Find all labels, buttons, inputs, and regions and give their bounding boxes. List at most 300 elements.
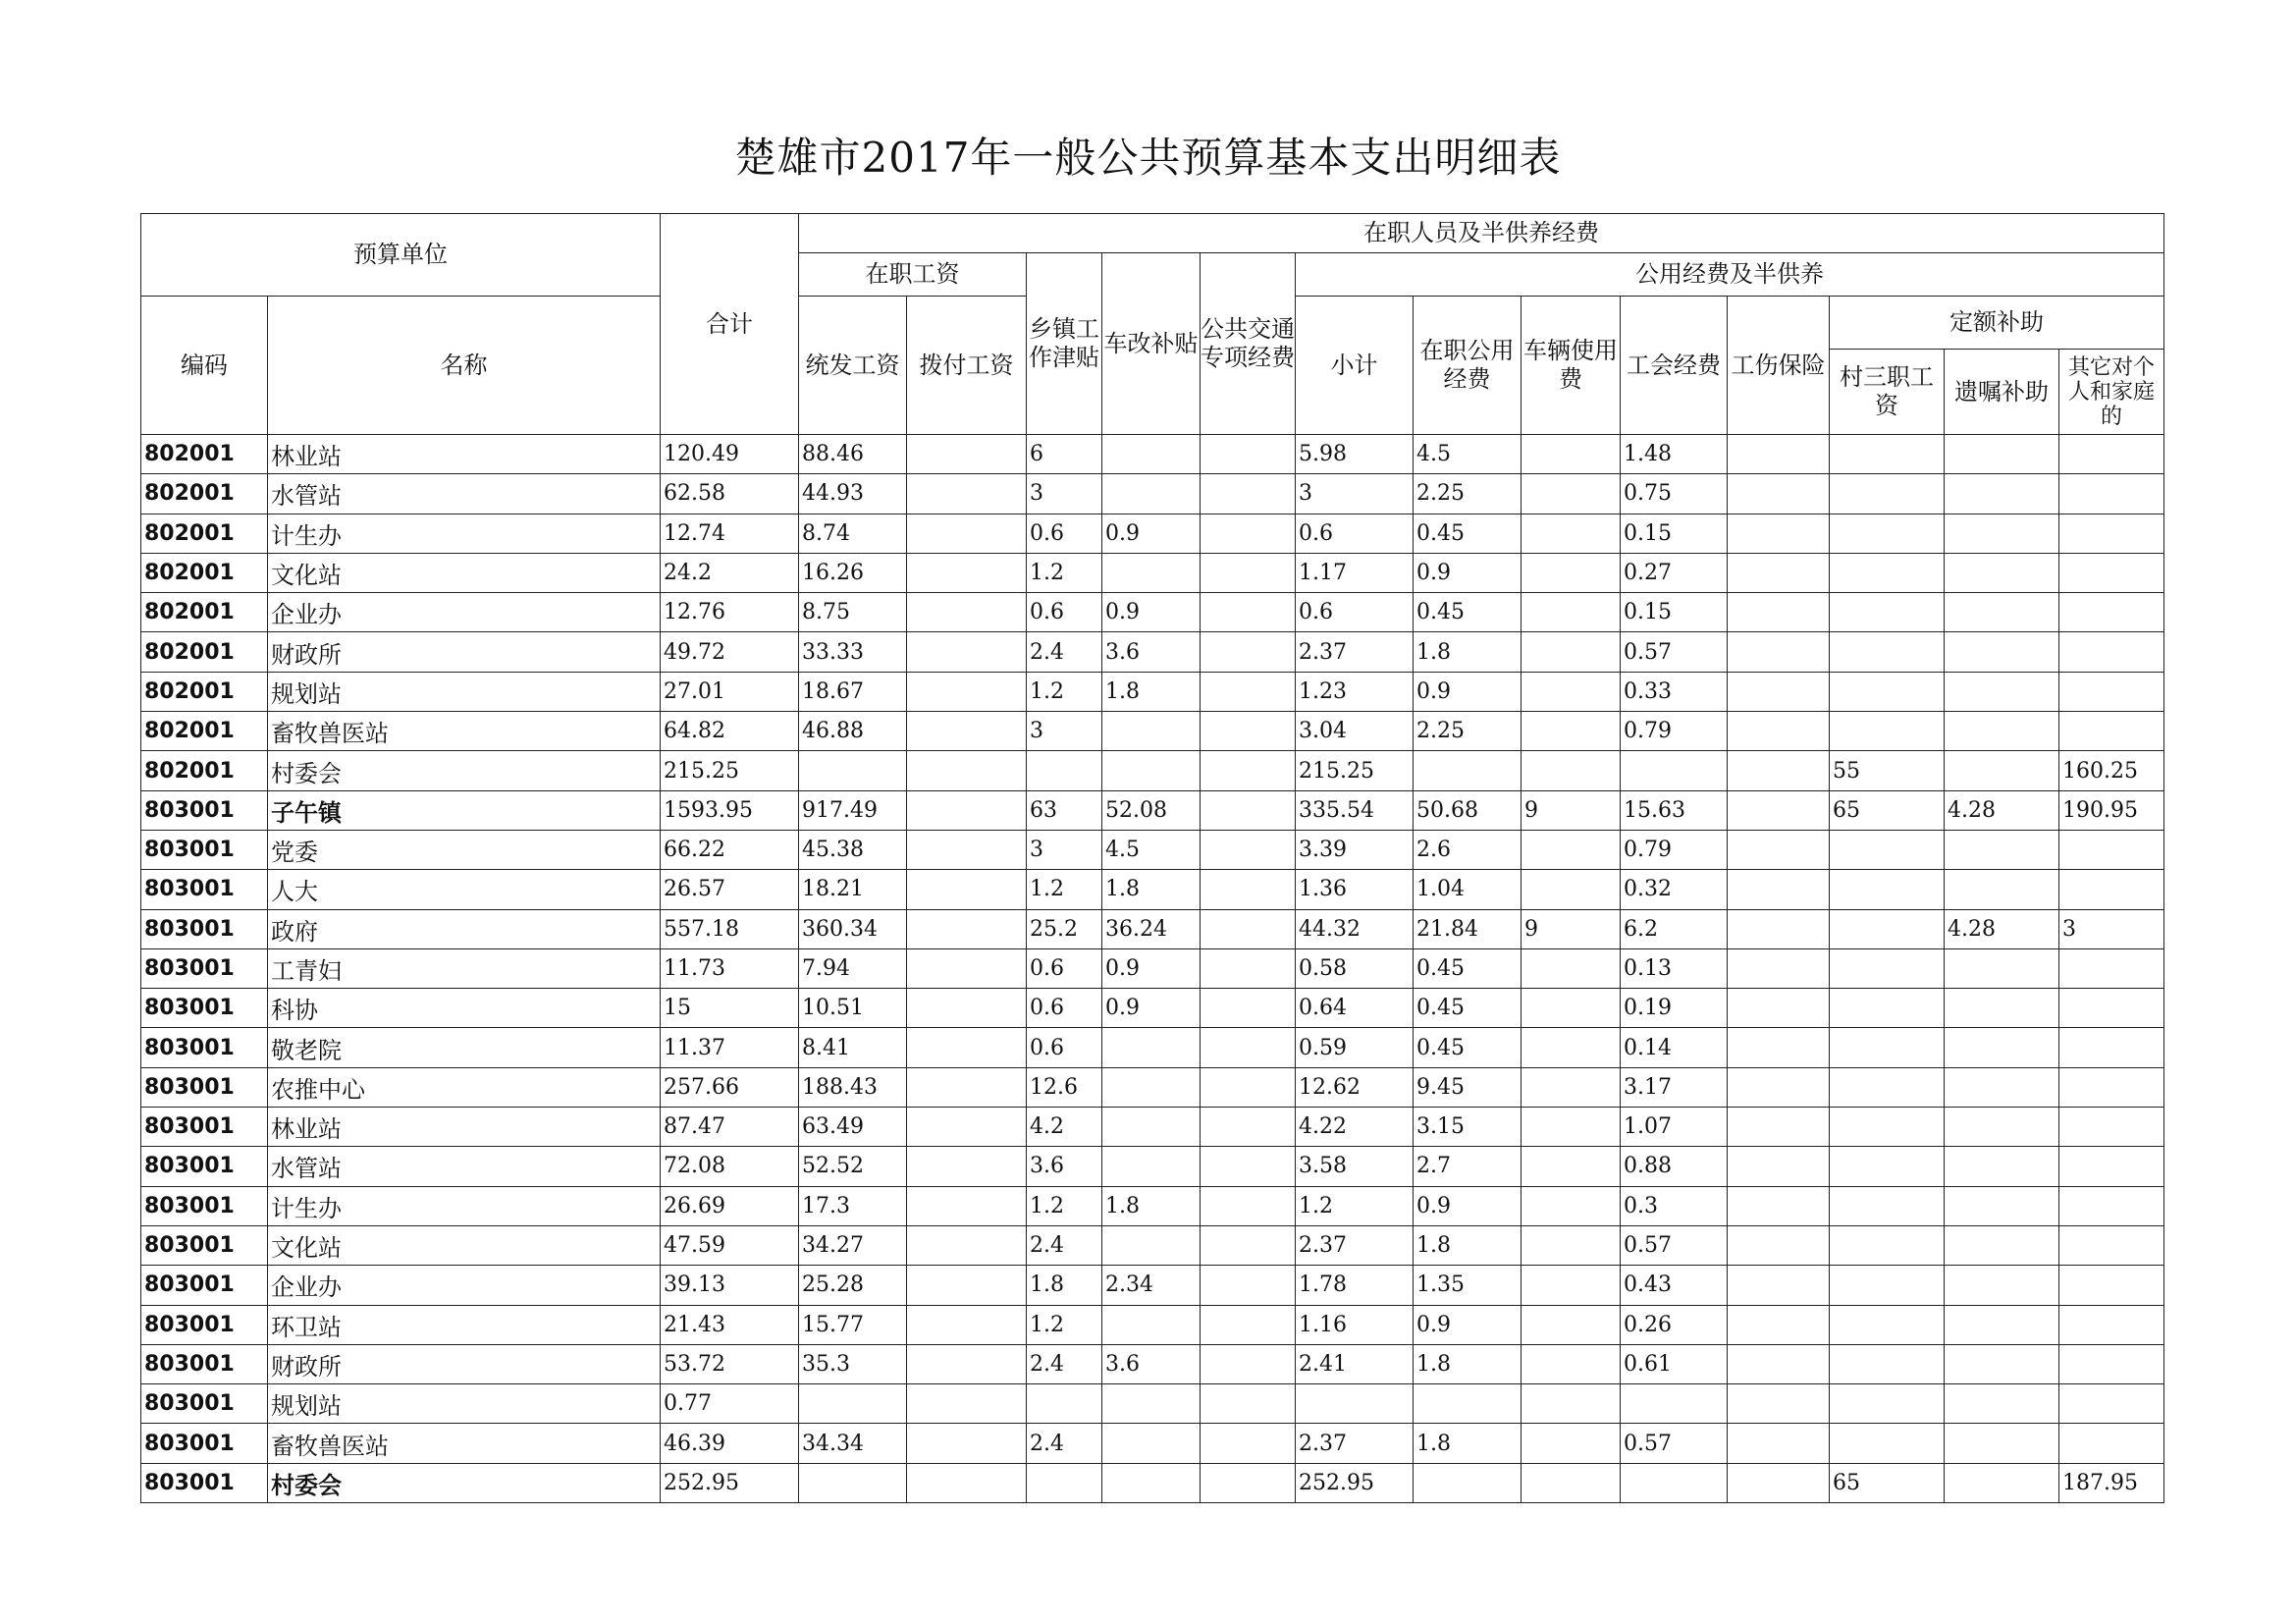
total-cell: 557.18 xyxy=(661,909,799,948)
name-cell: 子午镇 xyxy=(268,790,661,830)
will-subsidy-cell xyxy=(1945,1028,2059,1067)
transport-fund-cell xyxy=(1201,632,1296,672)
union-fund-cell: 0.61 xyxy=(1621,1344,1728,1383)
vehicle-use-cell xyxy=(1522,435,1621,474)
table-row xyxy=(141,790,2164,830)
transport-fund-cell xyxy=(1201,1108,1296,1147)
unified-salary-cell xyxy=(799,751,907,790)
other-family-cell xyxy=(2059,870,2164,909)
code-cell: 802001 xyxy=(141,474,268,514)
vehicle-reform-cell xyxy=(1102,1028,1201,1067)
transport-fund-cell xyxy=(1201,948,1296,988)
township-allowance-cell: 3.6 xyxy=(1027,1147,1102,1186)
subtotal-cell: 1.23 xyxy=(1296,672,1414,711)
staff-public-cell: 4.5 xyxy=(1414,435,1522,474)
transport-fund-cell xyxy=(1201,751,1296,790)
total-cell: 87.47 xyxy=(661,1108,799,1147)
allocated-salary-cell xyxy=(907,553,1027,592)
code-cell: 803001 xyxy=(141,1305,268,1344)
table-row xyxy=(141,672,2164,711)
code-cell: 803001 xyxy=(141,1424,268,1463)
transport-fund-cell xyxy=(1201,830,1296,869)
table-row xyxy=(141,1384,2164,1424)
vehicle-use-cell: 9 xyxy=(1522,790,1621,830)
allocated-salary-cell xyxy=(907,909,1027,948)
total-cell: 1593.95 xyxy=(661,790,799,830)
code-cell: 803001 xyxy=(141,948,268,988)
other-family-cell xyxy=(2059,1186,2164,1225)
injury-insurance-cell xyxy=(1728,1225,1830,1265)
injury-insurance-cell xyxy=(1728,1147,1830,1186)
unified-salary-cell: 8.74 xyxy=(799,514,907,553)
allocated-salary-cell xyxy=(907,632,1027,672)
union-fund-cell: 0.26 xyxy=(1621,1305,1728,1344)
name-cell: 畜牧兽医站 xyxy=(268,712,661,751)
subtotal-cell: 3.58 xyxy=(1296,1147,1414,1186)
table-row xyxy=(141,948,2164,988)
allocated-salary-cell xyxy=(907,948,1027,988)
total-cell: 12.74 xyxy=(661,514,799,553)
name-cell: 规划站 xyxy=(268,672,661,711)
village-salary-cell xyxy=(1830,830,1945,869)
subtotal-cell: 0.64 xyxy=(1296,989,1414,1028)
other-family-cell xyxy=(2059,1424,2164,1463)
header-subtotal: 小计 xyxy=(1296,297,1414,435)
transport-fund-cell xyxy=(1201,1305,1296,1344)
vehicle-use-cell xyxy=(1522,948,1621,988)
total-cell: 252.95 xyxy=(661,1463,799,1502)
table-row xyxy=(141,1305,2164,1344)
vehicle-use-cell xyxy=(1522,870,1621,909)
unified-salary-cell: 34.34 xyxy=(799,1424,907,1463)
injury-insurance-cell xyxy=(1728,751,1830,790)
code-cell: 802001 xyxy=(141,514,268,553)
will-subsidy-cell xyxy=(1945,1424,2059,1463)
township-allowance-cell: 3 xyxy=(1027,830,1102,869)
staff-public-cell: 2.6 xyxy=(1414,830,1522,869)
unified-salary-cell: 7.94 xyxy=(799,948,907,988)
table-row xyxy=(141,989,2164,1028)
code-cell: 803001 xyxy=(141,790,268,830)
header-will-subsidy: 遗嘱补助 xyxy=(1945,350,2059,435)
table-header xyxy=(141,214,2164,435)
unified-salary-cell: 8.75 xyxy=(799,593,907,632)
union-fund-cell: 0.88 xyxy=(1621,1147,1728,1186)
name-cell: 水管站 xyxy=(268,1147,661,1186)
name-cell: 水管站 xyxy=(268,474,661,514)
will-subsidy-cell xyxy=(1945,751,2059,790)
transport-fund-cell xyxy=(1201,553,1296,592)
other-family-cell xyxy=(2059,1028,2164,1067)
code-cell: 803001 xyxy=(141,1028,268,1067)
will-subsidy-cell xyxy=(1945,632,2059,672)
village-salary-cell xyxy=(1830,1147,1945,1186)
will-subsidy-cell xyxy=(1945,830,2059,869)
vehicle-use-cell xyxy=(1522,1305,1621,1344)
village-salary-cell xyxy=(1830,672,1945,711)
table-row xyxy=(141,1067,2164,1107)
code-cell: 803001 xyxy=(141,1067,268,1107)
township-allowance-cell: 1.8 xyxy=(1027,1266,1102,1305)
transport-fund-cell xyxy=(1201,593,1296,632)
total-cell: 66.22 xyxy=(661,830,799,869)
transport-fund-cell xyxy=(1201,909,1296,948)
village-salary-cell xyxy=(1830,1424,1945,1463)
total-cell: 12.76 xyxy=(661,593,799,632)
transport-fund-cell xyxy=(1201,712,1296,751)
village-salary-cell xyxy=(1830,1266,1945,1305)
total-cell: 11.37 xyxy=(661,1028,799,1067)
injury-insurance-cell xyxy=(1728,474,1830,514)
table-row xyxy=(141,1147,2164,1186)
subtotal-cell: 335.54 xyxy=(1296,790,1414,830)
allocated-salary-cell xyxy=(907,830,1027,869)
allocated-salary-cell xyxy=(907,1305,1027,1344)
code-cell: 802001 xyxy=(141,751,268,790)
total-cell: 49.72 xyxy=(661,632,799,672)
total-cell: 120.49 xyxy=(661,435,799,474)
will-subsidy-cell xyxy=(1945,870,2059,909)
staff-public-cell: 1.04 xyxy=(1414,870,1522,909)
staff-public-cell: 1.35 xyxy=(1414,1266,1522,1305)
will-subsidy-cell xyxy=(1945,553,2059,592)
total-cell: 39.13 xyxy=(661,1266,799,1305)
other-family-cell xyxy=(2059,1147,2164,1186)
staff-public-cell: 0.45 xyxy=(1414,948,1522,988)
header-quota-subsidy: 定额补助 xyxy=(1830,297,2164,350)
village-salary-cell xyxy=(1830,593,1945,632)
village-salary-cell xyxy=(1830,1225,1945,1265)
vehicle-reform-cell: 1.8 xyxy=(1102,1186,1201,1225)
vehicle-use-cell xyxy=(1522,1186,1621,1225)
other-family-cell xyxy=(2059,830,2164,869)
vehicle-reform-cell: 36.24 xyxy=(1102,909,1201,948)
name-cell: 财政所 xyxy=(268,632,661,672)
transport-fund-cell xyxy=(1201,672,1296,711)
union-fund-cell xyxy=(1621,1463,1728,1502)
code-cell: 803001 xyxy=(141,1463,268,1502)
staff-public-cell: 3.15 xyxy=(1414,1108,1522,1147)
village-salary-cell: 55 xyxy=(1830,751,1945,790)
header-staff-salary: 在职工资 xyxy=(799,253,1027,297)
union-fund-cell: 0.33 xyxy=(1621,672,1728,711)
table-row xyxy=(141,553,2164,592)
will-subsidy-cell xyxy=(1945,1067,2059,1107)
vehicle-reform-cell: 3.6 xyxy=(1102,632,1201,672)
staff-public-cell: 0.45 xyxy=(1414,593,1522,632)
code-cell: 803001 xyxy=(141,870,268,909)
header-transport-fund: 公共交通专项经费 xyxy=(1201,253,1296,435)
injury-insurance-cell xyxy=(1728,1384,1830,1424)
other-family-cell xyxy=(2059,474,2164,514)
allocated-salary-cell xyxy=(907,989,1027,1028)
union-fund-cell: 0.15 xyxy=(1621,514,1728,553)
staff-public-cell: 1.8 xyxy=(1414,632,1522,672)
vehicle-reform-cell xyxy=(1102,712,1201,751)
name-cell: 林业站 xyxy=(268,435,661,474)
vehicle-use-cell xyxy=(1522,1384,1621,1424)
transport-fund-cell xyxy=(1201,1147,1296,1186)
village-salary-cell: 65 xyxy=(1830,1463,1945,1502)
transport-fund-cell xyxy=(1201,514,1296,553)
allocated-salary-cell xyxy=(907,672,1027,711)
table-row xyxy=(141,1424,2164,1463)
table-row xyxy=(141,435,2164,474)
staff-public-cell: 0.9 xyxy=(1414,1186,1522,1225)
table-row xyxy=(141,1186,2164,1225)
total-cell: 72.08 xyxy=(661,1147,799,1186)
other-family-cell xyxy=(2059,1108,2164,1147)
subtotal-cell: 3 xyxy=(1296,474,1414,514)
village-salary-cell xyxy=(1830,1108,1945,1147)
total-cell: 27.01 xyxy=(661,672,799,711)
village-salary-cell xyxy=(1830,553,1945,592)
code-cell: 803001 xyxy=(141,1225,268,1265)
vehicle-use-cell xyxy=(1522,1463,1621,1502)
staff-public-cell xyxy=(1414,1463,1522,1502)
union-fund-cell: 0.79 xyxy=(1621,712,1728,751)
vehicle-reform-cell: 0.9 xyxy=(1102,514,1201,553)
village-salary-cell xyxy=(1830,1186,1945,1225)
union-fund-cell: 0.15 xyxy=(1621,593,1728,632)
unified-salary-cell: 18.67 xyxy=(799,672,907,711)
other-family-cell xyxy=(2059,712,2164,751)
township-allowance-cell: 1.2 xyxy=(1027,1186,1102,1225)
other-family-cell xyxy=(2059,593,2164,632)
subtotal-cell: 0.59 xyxy=(1296,1028,1414,1067)
injury-insurance-cell xyxy=(1728,1344,1830,1383)
code-cell: 803001 xyxy=(141,1186,268,1225)
vehicle-reform-cell xyxy=(1102,1424,1201,1463)
village-salary-cell xyxy=(1830,1384,1945,1424)
total-cell: 11.73 xyxy=(661,948,799,988)
allocated-salary-cell xyxy=(907,1266,1027,1305)
other-family-cell xyxy=(2059,514,2164,553)
transport-fund-cell xyxy=(1201,1344,1296,1383)
staff-public-cell: 1.8 xyxy=(1414,1344,1522,1383)
vehicle-use-cell xyxy=(1522,514,1621,553)
subtotal-cell: 1.16 xyxy=(1296,1305,1414,1344)
union-fund-cell: 1.48 xyxy=(1621,435,1728,474)
injury-insurance-cell xyxy=(1728,948,1830,988)
allocated-salary-cell xyxy=(907,1463,1027,1502)
injury-insurance-cell xyxy=(1728,593,1830,632)
header-unified-salary: 统发工资 xyxy=(799,297,907,435)
vehicle-use-cell xyxy=(1522,1266,1621,1305)
table-row xyxy=(141,870,2164,909)
name-cell: 财政所 xyxy=(268,1344,661,1383)
transport-fund-cell xyxy=(1201,435,1296,474)
township-allowance-cell: 1.2 xyxy=(1027,553,1102,592)
subtotal-cell: 215.25 xyxy=(1296,751,1414,790)
name-cell: 环卫站 xyxy=(268,1305,661,1344)
village-salary-cell xyxy=(1830,909,1945,948)
vehicle-reform-cell xyxy=(1102,1108,1201,1147)
name-cell: 林业站 xyxy=(268,1108,661,1147)
allocated-salary-cell xyxy=(907,1225,1027,1265)
code-cell: 803001 xyxy=(141,830,268,869)
union-fund-cell: 0.57 xyxy=(1621,632,1728,672)
union-fund-cell xyxy=(1621,1384,1728,1424)
subtotal-cell: 0.6 xyxy=(1296,514,1414,553)
table-row xyxy=(141,712,2164,751)
village-salary-cell xyxy=(1830,948,1945,988)
unified-salary-cell: 10.51 xyxy=(799,989,907,1028)
staff-public-cell: 2.7 xyxy=(1414,1147,1522,1186)
header-other-family: 其它对个人和家庭的 xyxy=(2059,350,2164,435)
township-allowance-cell: 0.6 xyxy=(1027,989,1102,1028)
code-cell: 803001 xyxy=(141,1344,268,1383)
vehicle-use-cell xyxy=(1522,474,1621,514)
name-cell: 政府 xyxy=(268,909,661,948)
name-cell: 文化站 xyxy=(268,1225,661,1265)
other-family-cell: 3 xyxy=(2059,909,2164,948)
subtotal-cell: 44.32 xyxy=(1296,909,1414,948)
name-cell: 村委会 xyxy=(268,1463,661,1502)
unified-salary-cell: 46.88 xyxy=(799,712,907,751)
injury-insurance-cell xyxy=(1728,989,1830,1028)
allocated-salary-cell xyxy=(907,1108,1027,1147)
page-title: 楚雄市2017年一般公共预算基本支出明细表 xyxy=(734,134,1562,182)
injury-insurance-cell xyxy=(1728,1463,1830,1502)
total-cell: 47.59 xyxy=(661,1225,799,1265)
budget-table xyxy=(140,213,2164,1503)
name-cell: 人大 xyxy=(268,870,661,909)
union-fund-cell: 0.19 xyxy=(1621,989,1728,1028)
header-budget-unit: 预算单位 xyxy=(141,214,661,297)
subtotal-cell: 12.62 xyxy=(1296,1067,1414,1107)
union-fund-cell: 0.57 xyxy=(1621,1424,1728,1463)
village-salary-cell xyxy=(1830,1067,1945,1107)
injury-insurance-cell xyxy=(1728,1266,1830,1305)
village-salary-cell xyxy=(1830,1344,1945,1383)
union-fund-cell xyxy=(1621,751,1728,790)
subtotal-cell: 1.36 xyxy=(1296,870,1414,909)
injury-insurance-cell xyxy=(1728,1108,1830,1147)
other-family-cell xyxy=(2059,435,2164,474)
total-cell: 46.39 xyxy=(661,1424,799,1463)
header-staff-public: 在职公用经费 xyxy=(1414,297,1522,435)
injury-insurance-cell xyxy=(1728,632,1830,672)
allocated-salary-cell xyxy=(907,1186,1027,1225)
will-subsidy-cell xyxy=(1945,1266,2059,1305)
transport-fund-cell xyxy=(1201,870,1296,909)
code-cell: 802001 xyxy=(141,593,268,632)
vehicle-reform-cell xyxy=(1102,751,1201,790)
transport-fund-cell xyxy=(1201,1424,1296,1463)
staff-public-cell: 50.68 xyxy=(1414,790,1522,830)
unified-salary-cell: 63.49 xyxy=(799,1108,907,1147)
table-row xyxy=(141,593,2164,632)
vehicle-reform-cell xyxy=(1102,1225,1201,1265)
other-family-cell: 187.95 xyxy=(2059,1463,2164,1502)
subtotal-cell: 2.41 xyxy=(1296,1344,1414,1383)
staff-public-cell: 1.8 xyxy=(1414,1225,1522,1265)
transport-fund-cell xyxy=(1201,474,1296,514)
township-allowance-cell: 1.2 xyxy=(1027,672,1102,711)
code-cell: 803001 xyxy=(141,1384,268,1424)
table-row xyxy=(141,830,2164,869)
staff-public-cell: 21.84 xyxy=(1414,909,1522,948)
will-subsidy-cell xyxy=(1945,1463,2059,1502)
staff-public-cell: 0.9 xyxy=(1414,672,1522,711)
vehicle-use-cell xyxy=(1522,1067,1621,1107)
union-fund-cell: 0.75 xyxy=(1621,474,1728,514)
header-total: 合计 xyxy=(661,214,799,435)
name-cell: 文化站 xyxy=(268,553,661,592)
injury-insurance-cell xyxy=(1728,870,1830,909)
vehicle-reform-cell xyxy=(1102,1384,1201,1424)
table-row xyxy=(141,1266,2164,1305)
township-allowance-cell: 4.2 xyxy=(1027,1108,1102,1147)
table-body xyxy=(141,435,2164,1503)
unified-salary-cell: 17.3 xyxy=(799,1186,907,1225)
injury-insurance-cell xyxy=(1728,1067,1830,1107)
subtotal-cell: 1.17 xyxy=(1296,553,1414,592)
subtotal-cell: 1.2 xyxy=(1296,1186,1414,1225)
total-cell: 0.77 xyxy=(661,1384,799,1424)
unified-salary-cell: 33.33 xyxy=(799,632,907,672)
will-subsidy-cell xyxy=(1945,672,2059,711)
header-union-fund: 工会经费 xyxy=(1621,297,1728,435)
allocated-salary-cell xyxy=(907,790,1027,830)
unified-salary-cell: 18.21 xyxy=(799,870,907,909)
will-subsidy-cell: 4.28 xyxy=(1945,790,2059,830)
injury-insurance-cell xyxy=(1728,672,1830,711)
will-subsidy-cell xyxy=(1945,474,2059,514)
transport-fund-cell xyxy=(1201,1186,1296,1225)
unified-salary-cell: 34.27 xyxy=(799,1225,907,1265)
other-family-cell xyxy=(2059,1344,2164,1383)
total-cell: 21.43 xyxy=(661,1305,799,1344)
township-allowance-cell: 2.4 xyxy=(1027,1424,1102,1463)
name-cell: 科协 xyxy=(268,989,661,1028)
other-family-cell xyxy=(2059,632,2164,672)
township-allowance-cell: 0.6 xyxy=(1027,948,1102,988)
vehicle-use-cell xyxy=(1522,712,1621,751)
subtotal-cell: 4.22 xyxy=(1296,1108,1414,1147)
transport-fund-cell xyxy=(1201,1225,1296,1265)
header-injury-insurance: 工伤保险 xyxy=(1728,297,1830,435)
table-row xyxy=(141,1028,2164,1067)
unified-salary-cell: 188.43 xyxy=(799,1067,907,1107)
staff-public-cell: 0.9 xyxy=(1414,553,1522,592)
will-subsidy-cell xyxy=(1945,514,2059,553)
will-subsidy-cell xyxy=(1945,1147,2059,1186)
union-fund-cell: 0.13 xyxy=(1621,948,1728,988)
injury-insurance-cell xyxy=(1728,1305,1830,1344)
name-cell: 企业办 xyxy=(268,1266,661,1305)
table-row xyxy=(141,1108,2164,1147)
total-cell: 26.57 xyxy=(661,870,799,909)
table-row xyxy=(141,474,2164,514)
vehicle-use-cell xyxy=(1522,989,1621,1028)
other-family-cell xyxy=(2059,1067,2164,1107)
table-row xyxy=(141,632,2164,672)
will-subsidy-cell xyxy=(1945,948,2059,988)
vehicle-use-cell xyxy=(1522,830,1621,869)
subtotal-cell: 3.04 xyxy=(1296,712,1414,751)
vehicle-use-cell xyxy=(1522,672,1621,711)
will-subsidy-cell xyxy=(1945,712,2059,751)
injury-insurance-cell xyxy=(1728,553,1830,592)
name-cell: 敬老院 xyxy=(268,1028,661,1067)
union-fund-cell: 0.14 xyxy=(1621,1028,1728,1067)
allocated-salary-cell xyxy=(907,593,1027,632)
total-cell: 257.66 xyxy=(661,1067,799,1107)
village-salary-cell xyxy=(1830,474,1945,514)
code-cell: 802001 xyxy=(141,632,268,672)
